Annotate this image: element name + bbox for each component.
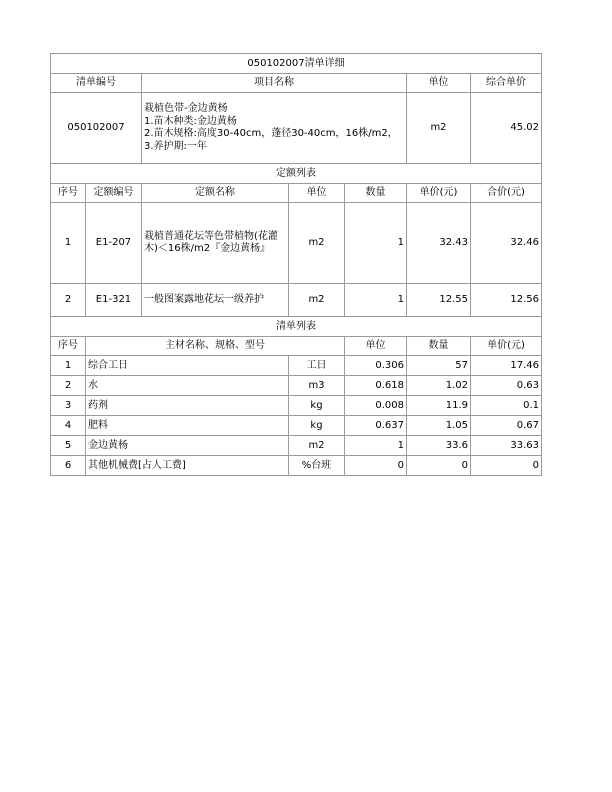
material-cell-unit-price: 33.6 — [407, 436, 471, 456]
material-cell-unit: kg — [289, 396, 345, 416]
quota-header-name: 定额名称 — [142, 184, 289, 203]
material-cell-index: 5 — [51, 436, 86, 456]
bill-header-code: 清单编号 — [51, 74, 142, 93]
quota-cell-index: 2 — [51, 284, 86, 317]
quota-cell-total: 32.46 — [471, 203, 542, 284]
quota-cell-total: 12.56 — [471, 284, 542, 317]
material-cell-name: 肥料 — [86, 416, 289, 436]
material-cell-qty: 0 — [345, 456, 407, 476]
quota-header-total: 合价(元) — [471, 184, 542, 203]
material-cell-name: 水 — [86, 376, 289, 396]
material-cell-unit-price: 1.05 — [407, 416, 471, 436]
material-cell-total: 33.63 — [471, 436, 542, 456]
quota-row — [51, 203, 542, 284]
quota-cell-unit: m2 — [289, 284, 345, 317]
material-header-name: 主材名称、规格、型号 — [86, 337, 345, 356]
material-cell-index: 6 — [51, 456, 86, 476]
material-cell-total: 17.46 — [471, 356, 542, 376]
bill-item-price: 45.02 — [471, 93, 542, 164]
quota-cell-index: 1 — [51, 203, 86, 284]
quota-header-code: 定额编号 — [86, 184, 142, 203]
quota-cell-unit: m2 — [289, 203, 345, 284]
material-header-row — [51, 337, 542, 356]
quota-cell-unit-price: 12.55 — [407, 284, 471, 317]
material-cell-unit: 工日 — [289, 356, 345, 376]
material-row — [51, 456, 542, 476]
quota-cell-name: 栽植普通花坛等色带植物(花灌木)＜16株/m2『金边黄杨』 — [142, 203, 289, 284]
bill-header-unit: 单位 — [407, 74, 471, 93]
material-cell-index: 2 — [51, 376, 86, 396]
material-cell-index: 3 — [51, 396, 86, 416]
material-cell-name: 药剂 — [86, 396, 289, 416]
material-cell-qty: 1 — [345, 436, 407, 456]
material-header-unit-price: 单价(元) — [471, 337, 542, 356]
material-cell-name: 综合工日 — [86, 356, 289, 376]
material-cell-total: 0.67 — [471, 416, 542, 436]
quota-cell-qty: 1 — [345, 203, 407, 284]
material-cell-unit-price: 1.02 — [407, 376, 471, 396]
bill-detail-table — [50, 53, 542, 476]
material-cell-unit-price: 0 — [407, 456, 471, 476]
material-cell-index: 4 — [51, 416, 86, 436]
material-cell-total: 0.63 — [471, 376, 542, 396]
material-row — [51, 376, 542, 396]
bill-item-line: 1.苗木种类:金边黄杨 — [144, 115, 237, 127]
material-cell-index: 1 — [51, 356, 86, 376]
quota-header-unit: 单位 — [289, 184, 345, 203]
material-row — [51, 416, 542, 436]
quota-cell-code: E1-207 — [86, 203, 142, 284]
material-cell-total: 0.1 — [471, 396, 542, 416]
material-row — [51, 436, 542, 456]
document-title: 050102007清单详细 — [51, 54, 542, 74]
material-section-title: 清单列表 — [51, 317, 542, 337]
material-cell-unit: kg — [289, 416, 345, 436]
bill-item-row — [51, 93, 542, 164]
bill-item-unit: m2 — [407, 93, 471, 164]
bill-header-price: 综合单价 — [471, 74, 542, 93]
quota-header-unit-price: 单价(元) — [407, 184, 471, 203]
material-cell-unit-price: 57 — [407, 356, 471, 376]
material-cell-unit: m2 — [289, 436, 345, 456]
bill-item-line: 栽植色带-金边黄杨 — [144, 103, 228, 114]
material-header-qty: 数量 — [407, 337, 471, 356]
quota-cell-unit-price: 32.43 — [407, 203, 471, 284]
bill-item-line: 3.养护期:一年 — [144, 140, 207, 152]
material-cell-qty: 0.008 — [345, 396, 407, 416]
material-cell-unit: m3 — [289, 376, 345, 396]
quota-header-qty: 数量 — [345, 184, 407, 203]
material-cell-unit-price: 11.9 — [407, 396, 471, 416]
material-cell-name: 其他机械费[占人工费] — [86, 456, 289, 476]
material-header-index: 序号 — [51, 337, 86, 356]
material-cell-qty: 0.618 — [345, 376, 407, 396]
bill-item-code: 050102007 — [51, 93, 142, 164]
material-cell-name: 金边黄杨 — [86, 436, 289, 456]
quota-header-index: 序号 — [51, 184, 86, 203]
material-cell-qty: 0.637 — [345, 416, 407, 436]
material-cell-unit: %台班 — [289, 456, 345, 476]
material-header-unit: 单位 — [345, 337, 407, 356]
material-row — [51, 396, 542, 416]
quota-cell-name: 一般图案露地花坛一级养护 — [142, 284, 289, 317]
bill-header-row — [51, 74, 542, 93]
bill-item-description — [142, 93, 407, 164]
quota-cell-code: E1-321 — [86, 284, 142, 317]
material-row — [51, 356, 542, 376]
quota-section-title: 定额列表 — [51, 164, 542, 184]
material-cell-total: 0 — [471, 456, 542, 476]
material-cell-qty: 0.306 — [345, 356, 407, 376]
bill-header-name: 项目名称 — [142, 74, 407, 93]
quota-row — [51, 284, 542, 317]
bill-item-line: 2.苗木规格:高度30-40cm，蓬径30-40cm，16株/m2， — [144, 128, 398, 139]
quota-cell-qty: 1 — [345, 284, 407, 317]
quota-header-row — [51, 184, 542, 203]
